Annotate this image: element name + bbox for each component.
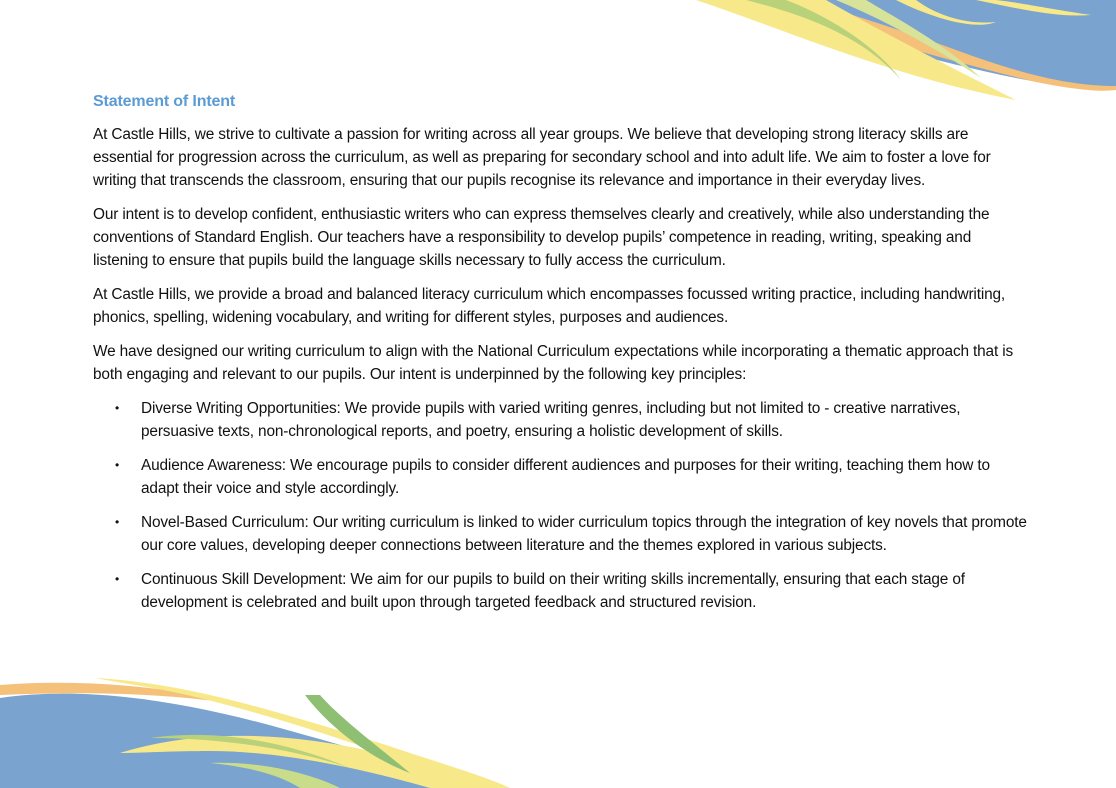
list-item [93, 511, 1028, 557]
bullet-icon: • [115, 572, 120, 586]
bullet-icon: • [115, 515, 120, 529]
bullet-icon: • [115, 458, 120, 472]
principle-text: Continuous Skill Development: We aim for our pupils to build on their writing skills incrementally, ensuring that each stage of development is celebrated and built upon through targeted feedback and structured revision. [141, 571, 965, 611]
page-title: Statement of Intent [93, 93, 236, 110]
principle-text: Novel-Based Curriculum: Our writing curriculum is linked to wider curriculum topics through the integration of key novels that promote our core values, developing deeper connections between literature and the themes explored in various subjects. [141, 514, 1027, 554]
list-item [93, 454, 1028, 500]
principle-text: Audience Awareness: We encourage pupils to consider different audiences and purposes for their writing, teaching them how to adapt their voice and style accordingly. [141, 457, 990, 497]
document-body [93, 91, 1028, 625]
bullet-icon: • [115, 401, 120, 415]
list-item [93, 397, 1028, 443]
list-item [93, 568, 1028, 614]
design-paragraph: We have designed our writing curriculum to align with the National Curriculum expectations while incorporating a thematic approach that is both engaging and relevant to our pupils. Our intent is underpinned by the following key principles: [93, 343, 1014, 383]
intro-paragraph: At Castle Hills, we strive to cultivate a passion for writing across all year groups. We believe that developing strong literacy skills are essential for progression across the curriculum, as well as preparing for secondary school and into adult life. We aim to foster a love for writing that transcends the classroom, ensuring that our pupils recognise its relevance and importance in their everyday lives. [93, 126, 991, 189]
key-principles-list [93, 397, 1028, 614]
principle-text: Diverse Writing Opportunities: We provide pupils with varied writing genres, including but not limited to - creative narratives, persuasive texts, non-chronological reports, and poetry, ensuring a holistic development of skills. [141, 400, 961, 440]
intent-paragraph: Our intent is to develop confident, enthusiastic writers who can express themselves clearly and creatively, while also understanding the conventions of Standard English. Our teachers have a responsibility to develop pupils’ competence in reading, writing, speaking and listening to ensure that pupils build the language skills necessary to fully access the curriculum. [93, 206, 990, 269]
curriculum-paragraph: At Castle Hills, we provide a broad and balanced literacy curriculum which encompasses focussed writing practice, including handwriting, phonics, spelling, widening vocabulary, and writing for different styles, purposes and audiences. [93, 286, 1006, 326]
bottom-left-swoosh-decoration [0, 673, 520, 788]
